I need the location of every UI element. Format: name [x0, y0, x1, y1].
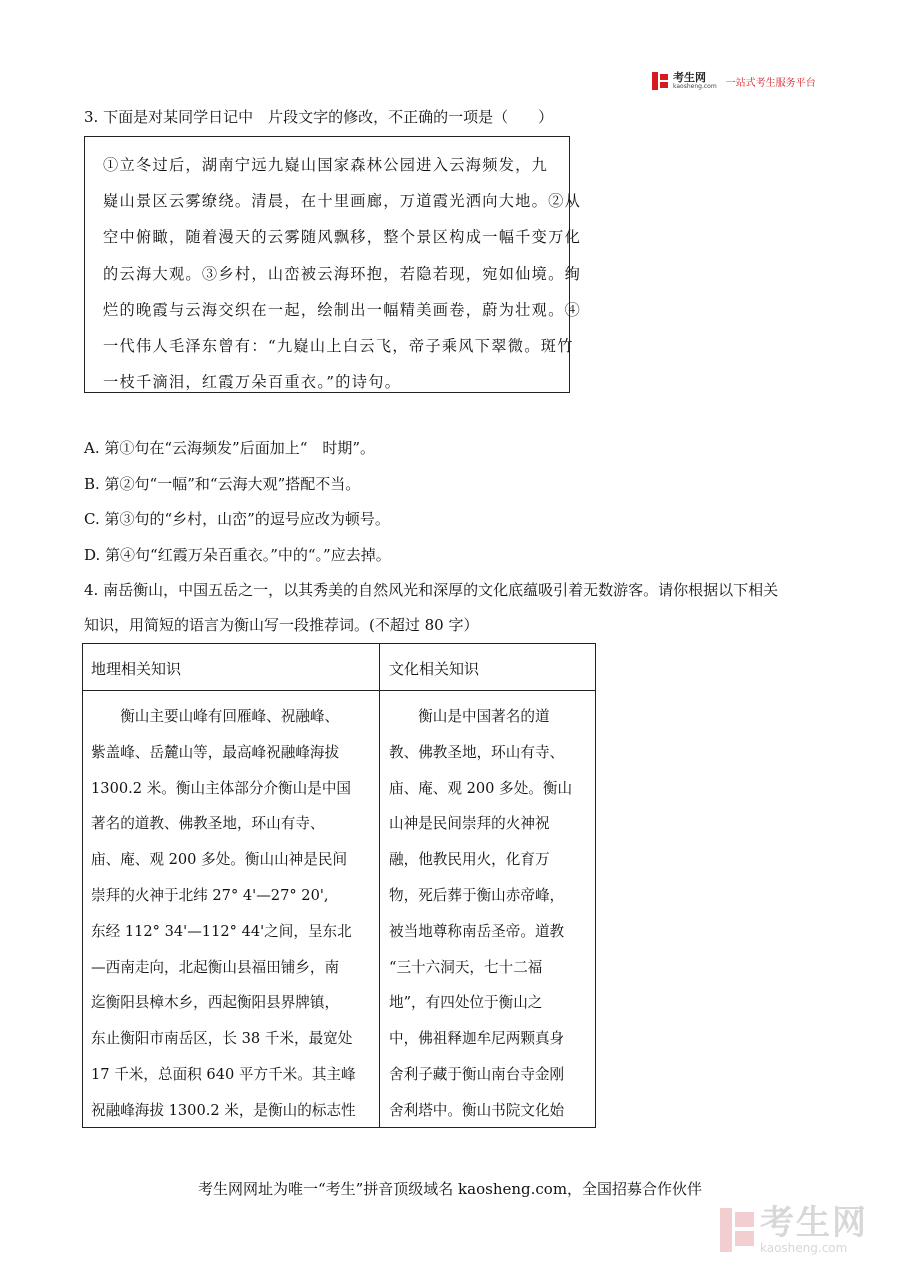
kaosheng-logo-icon [652, 72, 668, 90]
table-cell-line: 著名的道教、佛教圣地，环山有寺、 [91, 815, 325, 833]
question-3-option-c: C. 第③句的“乡村，山峦”的逗号应改为顿号。 [84, 510, 390, 528]
question-3-option-b: B. 第②句“一幅”和“云海大观”搭配不当。 [84, 475, 361, 493]
table-cell-line: 庙、庵、观 200 多处。衡山 [389, 779, 573, 797]
table-cell-line: 迄衡阳县樟木乡，西起衡阳县界牌镇， [91, 994, 340, 1012]
passage-line: 的云海大观。③乡村，山峦被云海环抱，若隐若现，宛如仙境。绚 [103, 264, 582, 283]
table-cell-line: 庙、庵、观 200 多处。衡山山神是民间 [91, 851, 348, 869]
question-3-option-a: A. 第①句在“云海频发”后面加上“ 时期”。 [84, 439, 376, 457]
kaosheng-watermark-icon [720, 1208, 754, 1252]
table-header-divider [83, 690, 595, 691]
table-cell-line: 被当地尊称南岳圣帝。道教 [389, 922, 565, 940]
table-cell-line: 17 千米，总面积 640 平方千米。其主峰 [91, 1065, 356, 1083]
table-column-divider [379, 644, 380, 1127]
passage-line: 空中俯瞰，随着漫天的云雾随风飘移，整个景区构成一幅千变万化 [103, 228, 582, 247]
passage-line: 一代伟人毛泽东曾有：“九嶷山上白云飞，帝子乘风下翠微。斑竹 [103, 337, 574, 356]
logo-name: 考生网 [673, 71, 706, 84]
table-cell-line: 中，佛祖释迦牟尼两颗真身 [389, 1030, 565, 1048]
question-3-passage-box [84, 136, 582, 393]
question-4-stem-line-1: 4. 南岳衡山，中国五岳之一，以其秀美的自然风光和深厚的文化底蕴吸引着无数游客。请你根据以下相关 [84, 581, 779, 599]
table-cell-line: 衡山主要山峰有回雁峰、祝融峰、 [91, 708, 340, 725]
table-cell-line: 1300.2 米。衡山主体部分介衡山是中国 [91, 779, 352, 797]
table-cell-line: —西南走向，北起衡山县福田铺乡，南 [91, 958, 340, 976]
header-logo [652, 72, 816, 90]
passage-line: 烂的晚霞与云海交织在一起，绘制出一幅精美画卷，蔚为壮观。④ [103, 300, 582, 319]
passage-line: 一枝千滴泪，红霞万朵百重衣。”的诗句。 [103, 373, 402, 392]
logo-domain: kaosheng.com [673, 83, 717, 90]
table-cell-line: 崇拜的火神于北纬 27° 4'—27° 20', [91, 886, 329, 904]
table-cell-line: 祝融峰海拔 1300.2 米，是衡山的标志性 [91, 1101, 356, 1119]
logo-slogan: 一站式考生服务平台 [725, 77, 816, 89]
table-cell-line: 衡山是中国著名的道 [389, 708, 550, 725]
table-header-culture: 文化相关知识 [389, 660, 480, 678]
knowledge-table [82, 643, 596, 1128]
table-cell-line: 舍利子藏于衡山南台寺金刚 [389, 1065, 565, 1083]
watermark-domain: kaosheng.com [760, 1241, 848, 1255]
question-4-stem-line-2: 知识，用简短的语言为衡山写一段推荐词。(不超过 80 字） [84, 616, 479, 634]
table-cell-line: “三十六洞天，七十二福 [389, 958, 543, 976]
table-cell-line: 舍利塔中。衡山书院文化始 [389, 1101, 565, 1119]
table-header-geography: 地理相关知识 [91, 660, 182, 678]
table-cell-line: 物，死后葬于衡山赤帝峰， [389, 886, 565, 904]
watermark-logo [720, 1203, 868, 1255]
table-cell-line: 东经 112° 34'—112° 44'之间，呈东北 [91, 922, 352, 940]
table-cell-line: 地”，有四处位于衡山之 [389, 994, 543, 1012]
table-cell-line: 紫盖峰、岳麓山等，最高峰祝融峰海拔 [91, 743, 340, 761]
table-cell-line: 山神是民间崇拜的火神祝 [389, 815, 550, 833]
page-footer: 考生网网址为唯一“考生”拼音顶级域名 kaosheng.com，全国招募合作伙伴 [197, 1180, 703, 1198]
table-cell-line: 教、佛教圣地，环山有寺、 [389, 743, 565, 761]
question-3-stem: 3. 下面是对某同学日记中 片段文字的修改，不正确的一项是（ ） [84, 108, 554, 126]
question-3-option-d: D. 第④句“红霞万朵百重衣。”中的“。”应去掉。 [84, 546, 391, 564]
culture-column [389, 699, 589, 1129]
passage-line: ①立冬过后，湖南宁远九嶷山国家森林公园进入云海频发，九 [103, 156, 549, 174]
table-cell-line: 融，他教民用火，化育万 [389, 851, 550, 869]
geography-column [91, 699, 375, 1129]
passage-line: 嶷山景区云雾缭绕。清晨，在十里画廊，万道霞光洒向大地。②从 [103, 192, 582, 211]
table-cell-line: 东止衡阳市南岳区，长 38 千米，最宽处 [91, 1030, 353, 1048]
watermark-name: 考生网 [760, 1203, 868, 1243]
